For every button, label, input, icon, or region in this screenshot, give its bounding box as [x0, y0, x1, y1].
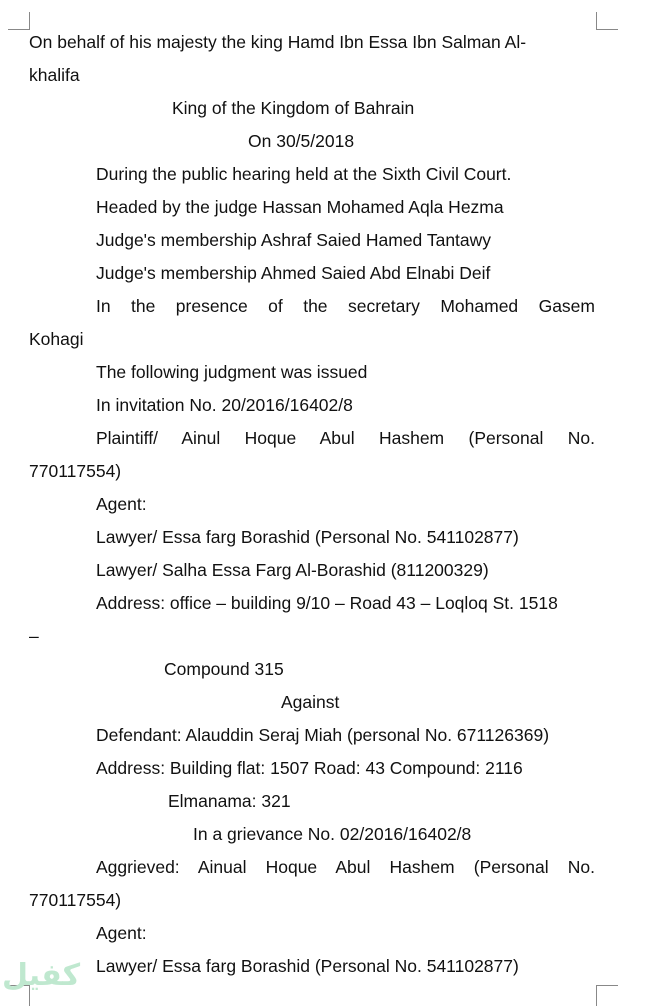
text-line: In the presence of the secretary Mohamed Gasem: [96, 296, 595, 316]
crop-mark-top-right: [596, 12, 618, 30]
text-line: Headed by the judge Hassan Mohamed Aqla Hezma: [96, 197, 504, 217]
heading-date: On 30/5/2018: [248, 131, 355, 151]
text-line: Judge's membership Ahmed Saied Abd Elnabi Deif: [96, 263, 491, 283]
text-line: Lawyer/ Essa farg Borashid (Personal No. 541102877): [96, 527, 519, 547]
text-line: 770117554): [29, 461, 122, 481]
text-line: In invitation No. 20/2016/16402/8: [96, 395, 353, 415]
document-body: [29, 26, 595, 983]
text-line: 770117554): [29, 890, 122, 910]
heading-against: Against: [281, 692, 340, 712]
text-line: Judge's membership Ashraf Saied Hamed Tantawy: [96, 230, 492, 250]
text-line: Agent:: [96, 923, 147, 943]
text-line: On behalf of his majesty the king Hamd Ibn Essa Ibn Salman Al-: [29, 32, 527, 52]
text-line: Lawyer/ Salha Essa Farg Al-Borashid (811200329): [96, 560, 489, 580]
text-line: Aggrieved: Ainual Hoque Abul Hashem (Personal No.: [96, 857, 595, 877]
text-line: Address: Building flat: 1507 Road: 43 Compound: 2116: [96, 758, 523, 778]
text-line: –: [29, 626, 39, 646]
text-line: In a grievance No. 02/2016/16402/8: [193, 824, 472, 844]
text-line: Kohagi: [29, 329, 84, 349]
text-line: Defendant: Alauddin Seraj Miah (personal No. 671126369): [96, 725, 550, 745]
text-line: khalifa: [29, 65, 80, 85]
text-line: Elmanama: 321: [168, 791, 291, 811]
text-line: Address: office – building 9/10 – Road 43 – Loqloq St. 1518: [96, 593, 558, 613]
text-line: During the public hearing held at the Sixth Civil Court.: [96, 164, 512, 184]
watermark-logo: كفيل: [2, 958, 81, 993]
text-line: Compound 315: [164, 659, 284, 679]
text-line: Lawyer/ Essa farg Borashid (Personal No. 541102877): [96, 956, 519, 976]
text-line: The following judgment was issued: [96, 362, 368, 382]
text-line: Agent:: [96, 494, 147, 514]
heading-king: King of the Kingdom of Bahrain: [172, 98, 415, 118]
crop-mark-top-left: [8, 12, 30, 30]
text-line: Plaintiff/ Ainul Hoque Abul Hashem (Personal No.: [96, 428, 595, 448]
crop-mark-bottom-right: [596, 985, 618, 1006]
